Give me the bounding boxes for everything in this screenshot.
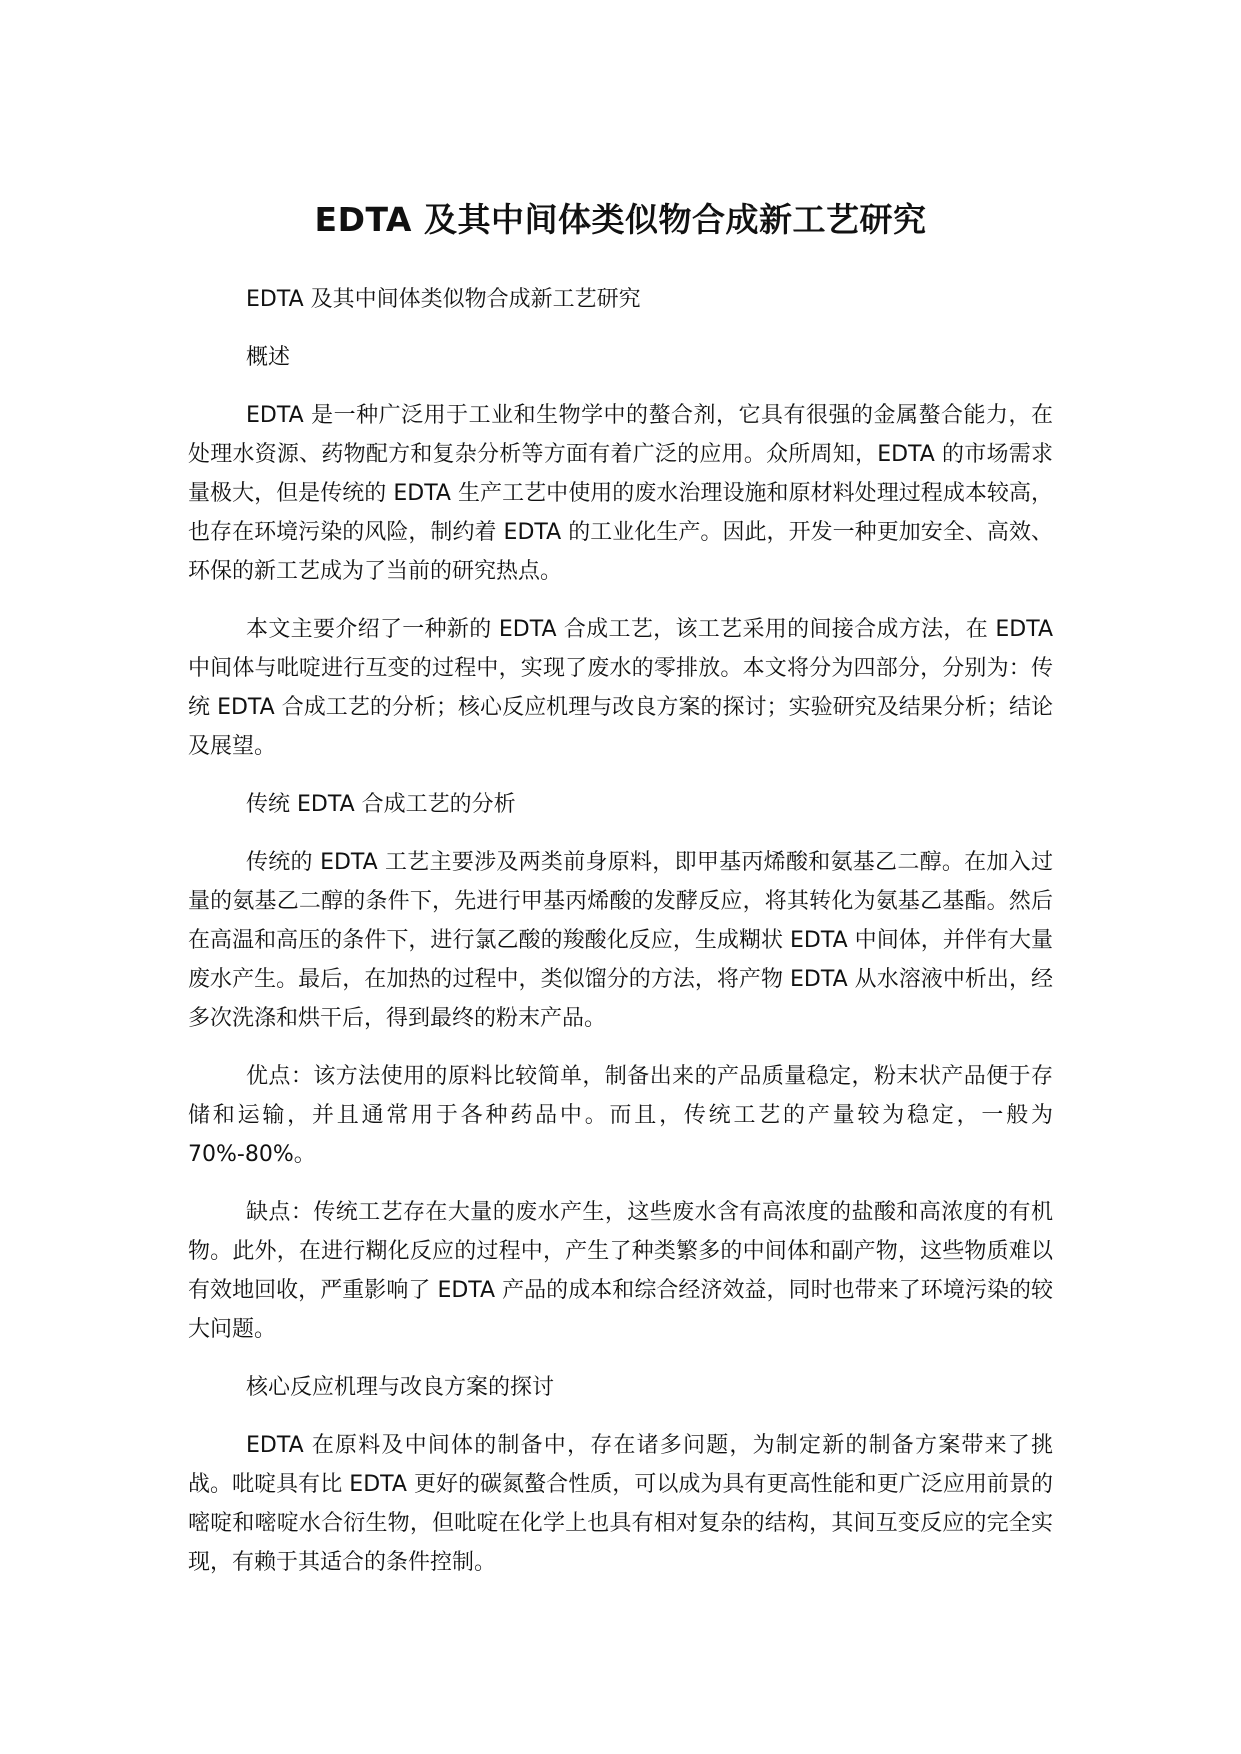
body-paragraph: 缺点：传统工艺存在大量的废水产生，这些废水含有高浓度的盐酸和高浓度的有机物。此外，在进行糊化反应的过程中，产生了种类繁多的中间体和副产物，这些物质难以有效地回收，严重影响了 EDTA 产品的成本和综合经济效益，同时也带来了环境污染的较大问题。 — [188, 1200, 1053, 1342]
document-body — [188, 280, 1053, 1601]
section-heading: 核心反应机理与改良方案的探讨 — [246, 1375, 555, 1400]
section-heading: 概述 — [246, 345, 291, 370]
body-paragraph: 本文主要介绍了一种新的 EDTA 合成工艺，该工艺采用的间接合成方法，在 EDTA 中间体与吡啶进行互变的过程中，实现了废水的零排放。本文将分为四部分，分别为：传统 EDTA 合成工艺的分析；核心反应机理与改良方案的探讨；实验研究及结果分析；结论及展望。 — [188, 617, 1053, 759]
body-paragraph: 传统的 EDTA 工艺主要涉及两类前身原料，即甲基丙烯酸和氨基乙二醇。在加入过量的氨基乙二醇的条件下，先进行甲基丙烯酸的发酵反应，将其转化为氨基乙基酯。然后在高温和高压的条件下，进行氯乙酸的羧酸化反应，生成糊状 EDTA 中间体，并伴有大量废水产生。最后，在加热的过程中，类似馏分的方法，将产物 EDTA 从水溶液中析出，经多次洗涤和烘干后，得到最终的粉末产品。 — [188, 850, 1053, 1031]
body-paragraph: EDTA 是一种广泛用于工业和生物学中的螯合剂，它具有很强的金属螯合能力，在处理水资源、药物配方和复杂分析等方面有着广泛的应用。众所周知，EDTA 的市场需求量极大，但是传统的 EDTA 生产工艺中使用的废水治理设施和原材料处理过程成本较高，也存在环境污染的风险，制约着 EDTA 的工业化生产。因此，开发一种更加安全、高效、环保的新工艺成为了当前的研究热点。 — [188, 403, 1053, 584]
section-heading: EDTA 及其中间体类似物合成新工艺研究 — [246, 287, 641, 312]
section-heading: 传统 EDTA 合成工艺的分析 — [246, 792, 516, 817]
body-paragraph: EDTA 在原料及中间体的制备中，存在诸多问题，为制定新的制备方案带来了挑战。吡啶具有比 EDTA 更好的碳氮螯合性质，可以成为具有更高性能和更广泛应用前景的嘧啶和嘧啶水合衍生物，但吡啶在化学上也具有相对复杂的结构，其间互变反应的完全实现，有赖于其适合的条件控制。 — [188, 1433, 1053, 1575]
document-title: EDTA 及其中间体类似物合成新工艺研究 — [314, 200, 927, 240]
body-paragraph: 优点：该方法使用的原料比较简单，制备出来的产品质量稳定，粉末状产品便于存储和运输，并且通常用于各种药品中。而且，传统工艺的产量较为稳定，一般为 70%-80%。 — [188, 1064, 1053, 1167]
